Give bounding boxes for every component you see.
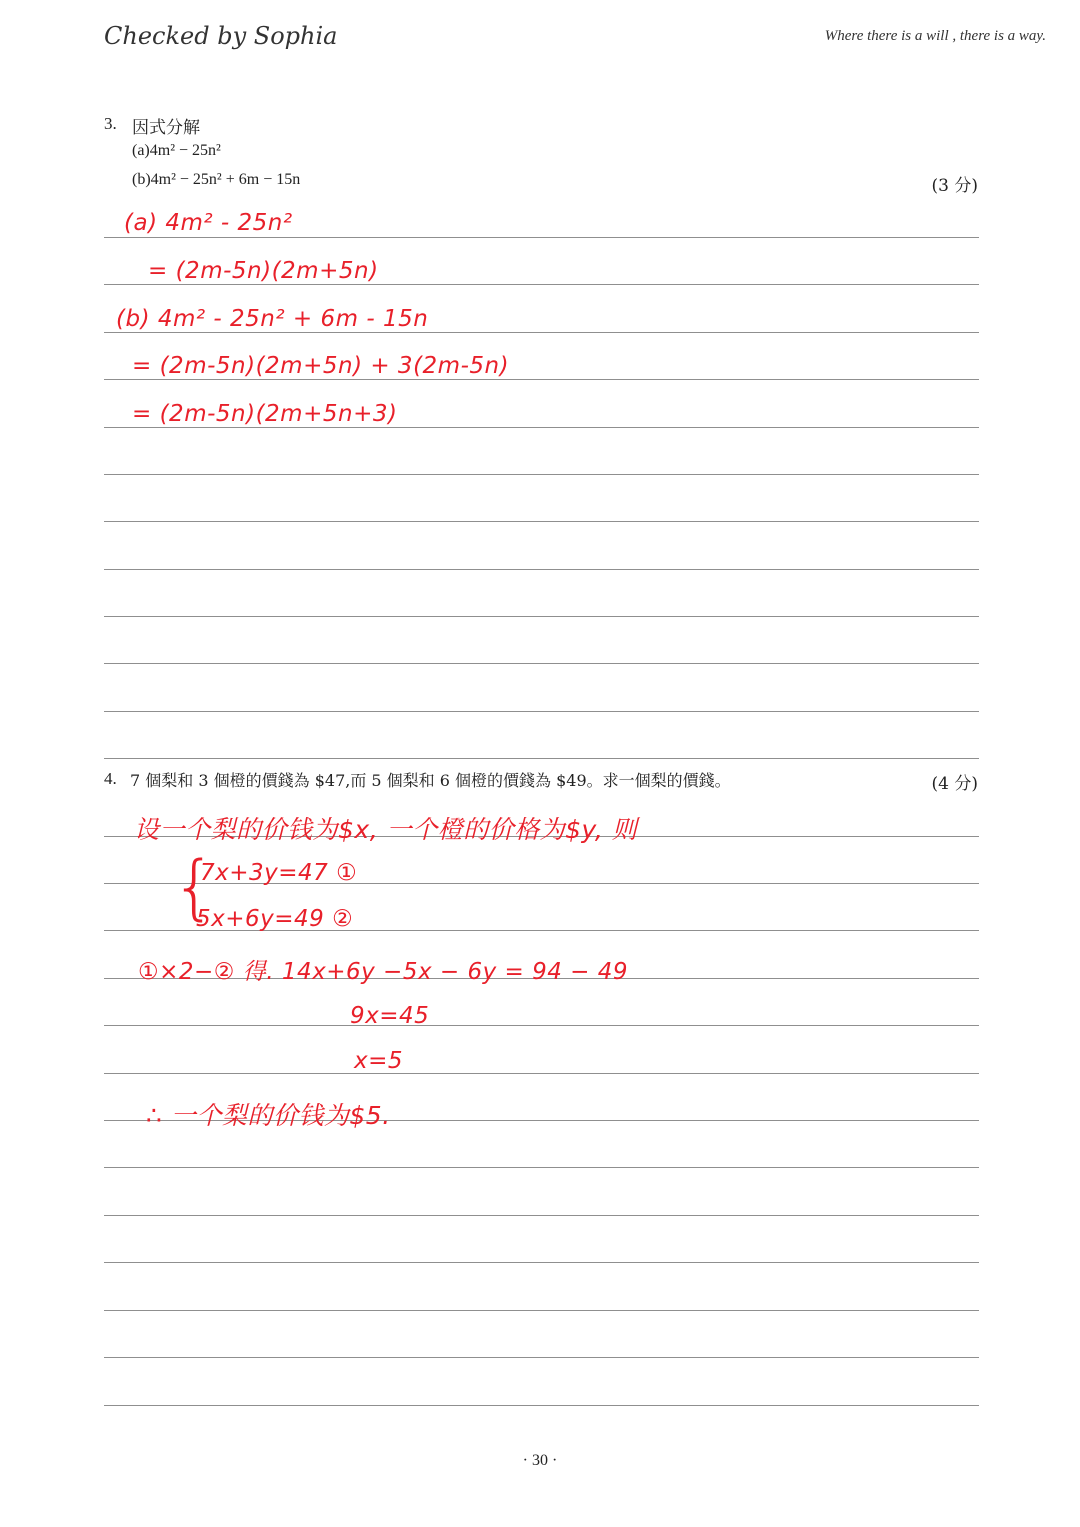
ruled-line [104, 1357, 979, 1358]
ruled-line [104, 569, 979, 570]
page-number: · 30 · [522, 1452, 558, 1469]
question-3-title: 因式分解 [132, 118, 200, 138]
ruled-line [104, 1215, 979, 1216]
question-3-part-b: (b)4m² − 25n² + 6m − 15n [132, 171, 301, 188]
question-4-number: 4. [104, 769, 117, 788]
ruled-line [104, 521, 979, 522]
q3-answer-line: (b) 4m² - 25n² + 6m - 15n [116, 306, 429, 332]
q4-answer-line: 设一个梨的价钱为$x, 一个橙的价格为$y, 则 [134, 815, 638, 844]
q4-answer-line: 7x+3y=47 ① [200, 860, 358, 886]
q4-answer-line: ∴ 一个梨的价钱为$5. [146, 1101, 391, 1130]
ruled-line [104, 758, 979, 759]
ruled-line [104, 1025, 979, 1026]
q3-answer-line: = (2m-5n)(2m+5n) + 3(2m-5n) [132, 353, 510, 379]
ruled-line [104, 1073, 979, 1074]
ruled-line [104, 711, 979, 712]
q4-answer-line: ①×2−② 得. 14x+6y −5x − 6y = 94 − 49 [138, 959, 629, 985]
ruled-line [104, 1405, 979, 1406]
header-signature: Checked by Sophia [104, 22, 338, 50]
ruled-line [104, 237, 979, 238]
ruled-line [104, 1310, 979, 1311]
ruled-line [104, 427, 979, 428]
q4-answer-line: 9x=45 [350, 1003, 430, 1029]
ruled-line [104, 663, 979, 664]
ruled-line [104, 379, 979, 380]
q4-answer-line: 5x+6y=49 ② [196, 906, 354, 932]
q3-answer-line: (a) 4m² - 25n² [124, 210, 293, 236]
q4-answer-line: x=5 [354, 1048, 404, 1074]
question-3-marks: (3 分) [931, 176, 978, 196]
header-motto: Where there is a will , there is a way. [824, 28, 1046, 44]
q3-answer-line: = (2m-5n)(2m+5n+3) [132, 401, 398, 427]
ruled-line [104, 1167, 979, 1168]
ruled-line [104, 332, 979, 333]
ruled-line [104, 284, 979, 285]
ruled-line [104, 474, 979, 475]
q3-answer-line: = (2m-5n)(2m+5n) [148, 258, 379, 284]
question-3-number: 3. [104, 114, 117, 133]
question-4-text: 7 個梨和 3 個橙的價錢為 $47,而 5 個梨和 6 個橙的價錢為 $49。求一個梨的價錢。 [130, 771, 731, 790]
ruled-line [104, 1262, 979, 1263]
ruled-line [104, 616, 979, 617]
brace-icon: { [172, 846, 217, 928]
question-4-marks: (4 分) [931, 774, 978, 794]
question-3-part-a: (a)4m² − 25n² [132, 142, 221, 159]
